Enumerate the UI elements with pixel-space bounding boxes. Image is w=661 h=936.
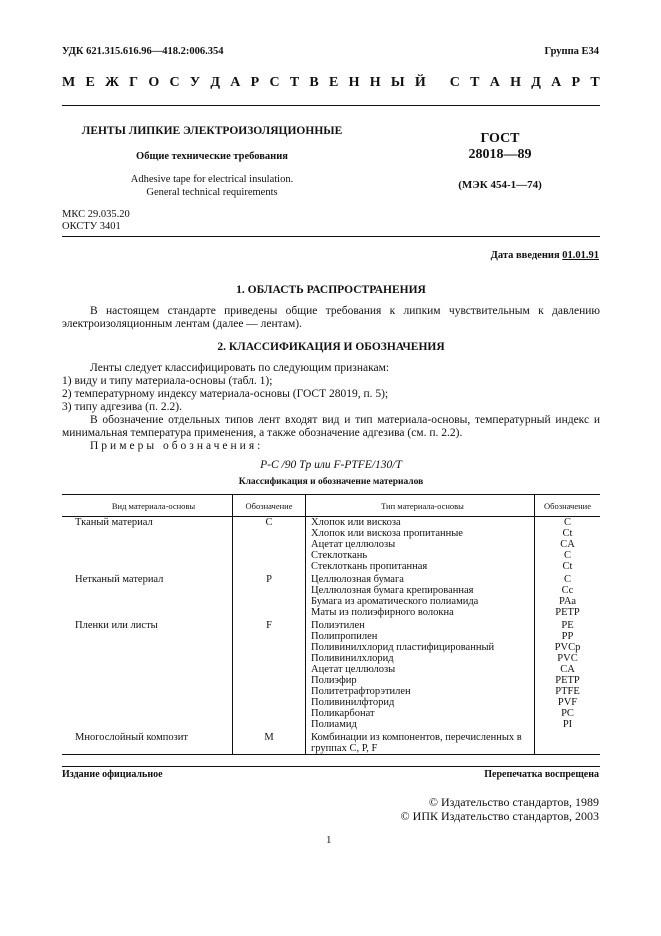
divider [62,236,600,237]
table-row [62,653,600,664]
type-designation-cell: PI [535,719,601,730]
table-body [62,517,600,755]
designation-example: P-C /90 Tp или F-PTFE/130/T [260,459,402,471]
table-row [62,697,600,708]
group-code: Группа Е34 [544,46,599,57]
banner-letter: Г [129,75,139,90]
banner-letter: Ж [105,75,119,90]
document-subtitle: Общие технические требования [136,151,288,162]
material-code-cell [233,550,306,561]
type-designation-cell: PVC [535,653,601,664]
section-1-text [62,305,600,331]
material-kind-cell [62,539,233,550]
material-type-cell: Бумага из ароматического полиамида [306,596,535,607]
reprint-notice: Перепечатка воспрещена [484,769,599,780]
type-designation-cell: C [535,550,601,561]
banner-letter: Т [470,75,480,90]
section-2-text [62,362,600,453]
criterion-1: 1) виду и типу материала-основы (табл. 1); [62,375,273,387]
type-designation-cell: C [535,574,601,585]
document-title: ЛЕНТЫ ЛИПКИЕ ЭЛЕКТРОИЗОЛЯЦИОННЫЕ [81,125,343,137]
material-kind-cell [62,675,233,686]
column-header-code: Обозначение [233,495,306,517]
type-designation-cell [535,732,601,755]
material-type-cell: Поливинилхлорид пластифицированный [306,642,535,653]
type-designation-cell: C [535,517,601,529]
banner-letter: А [230,75,241,90]
banner-letter: Н [510,75,522,90]
type-designation-cell: CA [535,539,601,550]
table-row [62,732,600,755]
material-kind-cell [62,585,233,596]
material-type-cell: Хлопок или вискоза [306,517,535,529]
material-type-cell: Поливинилфторид [306,697,535,708]
column-header-type: Тип материала-основы [306,495,535,517]
type-designation-cell: PVCp [535,642,601,653]
table-row [62,708,600,719]
mks-code: МКС 29.035.20 [62,209,130,220]
material-type-cell: Полиэтилен [306,620,535,631]
material-type-cell: Полипропилен [306,631,535,642]
copyright-1989: © Издательство стандартов, 1989 [428,795,599,809]
section-2-intro: Ленты следует классифицировать по следующим признакам: [90,362,390,374]
type-designation-cell: PETP [535,607,601,618]
criterion-3: 3) типу адгезива (п. 2.2). [62,401,182,413]
material-kind-cell [62,642,233,653]
okstu-code: ОКСТУ 3401 [62,221,121,232]
material-type-cell: Целлюлозная бумага крепированная [306,585,535,596]
material-kind-cell [62,631,233,642]
type-designation-cell: PAa [535,596,601,607]
banner-letter: Т [590,75,600,90]
material-kind-cell [62,561,233,572]
type-designation-cell: PTFE [535,686,601,697]
table-row [62,620,600,631]
material-code-cell: P [233,574,306,585]
material-code-cell [233,664,306,675]
material-code-cell [233,686,306,697]
material-type-cell: Полиамид [306,719,535,730]
banner-letter: В [309,75,319,90]
table-header-row [62,495,600,517]
banner-letter: Ы [390,75,405,90]
column-header-kind: Вид материала-основы [62,495,233,517]
material-type-cell: Комбинации из компонентов, перечисленных в группах С, Р, F [306,732,535,755]
type-designation-cell: Ct [535,561,601,572]
banner-letter: С [269,75,280,90]
table-row [62,719,600,730]
material-code-cell [233,528,306,539]
table-row [62,642,600,653]
type-designation-cell: PP [535,631,601,642]
table-row [62,664,600,675]
material-type-cell: Хлопок или вискоза пропитанные [306,528,535,539]
gost-number: 28018—89 [468,147,532,162]
introduction-date-label: Дата введения [490,250,560,261]
table-row [62,631,600,642]
banner-letter: А [551,75,562,90]
material-type-cell: Маты из полиэфирного волокна [306,607,535,618]
iec-reference: (МЭК 454-1—74) [458,179,542,191]
material-kind-cell [62,719,233,730]
material-code-cell: M [233,732,306,755]
type-designation-cell: CA [535,664,601,675]
table-row [62,539,600,550]
banner-letter: Н [369,75,381,90]
material-code-cell: F [233,620,306,631]
material-code-cell [233,607,306,618]
english-title [62,173,362,199]
banner-letter [436,75,440,91]
material-type-cell: Ацетат целлюлозы [306,539,535,550]
table-row [62,561,600,572]
type-designation-cell: PETP [535,675,601,686]
table-row [62,585,600,596]
section-1-paragraph: В настоящем стандарте приведены общие требования к липким чувствительным к давлению электроизоляционным лентам (далее — лентам). [62,305,600,330]
banner-letter: У [189,75,201,90]
table-row [62,686,600,697]
table-row [62,607,600,618]
material-code-cell [233,539,306,550]
material-kind-cell [62,697,233,708]
material-kind-cell [62,528,233,539]
material-code-cell [233,642,306,653]
english-title-line2: General technical requirements [146,187,278,198]
material-code-cell [233,561,306,572]
top-divider [62,105,600,106]
classification-codes [62,209,130,233]
material-code-cell [233,719,306,730]
materials-table [62,494,600,755]
table-row [62,517,600,529]
material-kind-cell: Пленки или листы [75,620,158,631]
table-row [62,574,600,585]
material-code-cell [233,697,306,708]
table-row [62,528,600,539]
material-type-cell: Полиэфир [306,675,535,686]
material-code-cell [233,653,306,664]
table-row [62,596,600,607]
material-kind-cell: Тканый материал [75,517,153,528]
standard-type-banner [62,75,600,91]
introduction-date-value: 01.01.91 [562,250,599,261]
english-title-line1: Adhesive tape for electrical insulation. [130,174,294,185]
type-designation-cell: PE [535,620,601,631]
type-designation-cell: PVF [535,697,601,708]
udc-code: УДК 621.315.616.96—418.2:006.354 [62,46,224,57]
material-kind-cell [62,664,233,675]
material-kind-cell [62,686,233,697]
material-kind-cell [62,550,233,561]
material-kind-cell: Нетканый материал [75,574,164,585]
material-type-cell: Стеклоткань [306,550,535,561]
material-type-cell: Поливинилхлорид [306,653,535,664]
banner-letter: С [449,75,460,90]
banner-letter: Е [85,75,95,90]
banner-letter: А [489,75,500,90]
banner-letter: Е [329,75,339,90]
type-designation-cell: PC [535,708,601,719]
copyright-2003: © ИПК Издательство стандартов, 2003 [400,809,599,823]
material-type-cell: Стеклоткань пропитанная [306,561,535,572]
section-2-paragraph: В обозначение отдельных типов лент входят вид и тип материала-основы, температурный индекс и минимальная температура применения, а также обозначение адгезива (см. п. 2.2). [62,414,600,439]
banner-letter: Н [348,75,360,90]
material-type-cell: Политетрафторэтилен [306,686,535,697]
table-row [62,550,600,561]
material-code-cell [233,675,306,686]
banner-letter: С [169,75,180,90]
table-caption: Классификация и обозначение материалов [238,477,424,487]
section-2-heading: 2. КЛАССИФИКАЦИЯ И ОБОЗНАЧЕНИЯ [217,341,445,353]
material-type-cell: Ацетат целлюлозы [306,664,535,675]
banner-letter: Р [571,75,581,90]
material-kind-cell [62,653,233,664]
banner-letter: Д [531,75,541,90]
material-code-cell [233,596,306,607]
footer-divider [62,766,600,767]
material-kind-cell [62,596,233,607]
material-kind-cell [62,607,233,618]
banner-letter: Т [289,75,300,90]
type-designation-cell: Ct [535,528,601,539]
criterion-2: 2) температурному индексу материала-основы (ГОСТ 28019, п. 5); [62,388,389,400]
introduction-date [491,250,599,261]
gost-label: ГОСТ [480,131,520,146]
table-row [62,675,600,686]
page-number: 1 [326,834,332,846]
material-kind-cell: Многослойный композит [62,732,233,755]
material-code-cell [233,631,306,642]
material-code-cell [233,708,306,719]
banner-letter: Й [414,75,426,90]
type-designation-cell: Cc [535,585,601,596]
material-kind-cell [62,708,233,719]
material-code-cell [233,585,306,596]
banner-letter: О [148,75,160,90]
banner-letter: Р [250,75,260,90]
material-type-cell: Поликарбонат [306,708,535,719]
banner-letter: М [62,75,76,90]
banner-letter: Д [210,75,221,90]
gost-designation [430,131,570,163]
column-header-designation: Обозначение [535,495,601,517]
official-edition: Издание официальное [62,769,163,780]
section-1-heading: 1. ОБЛАСТЬ РАСПРОСТРАНЕНИЯ [236,284,426,296]
material-code-cell: C [233,517,306,529]
material-type-cell: Целлюлозная бумага [306,574,535,585]
examples-label: Примеры обозначения: [90,440,264,452]
